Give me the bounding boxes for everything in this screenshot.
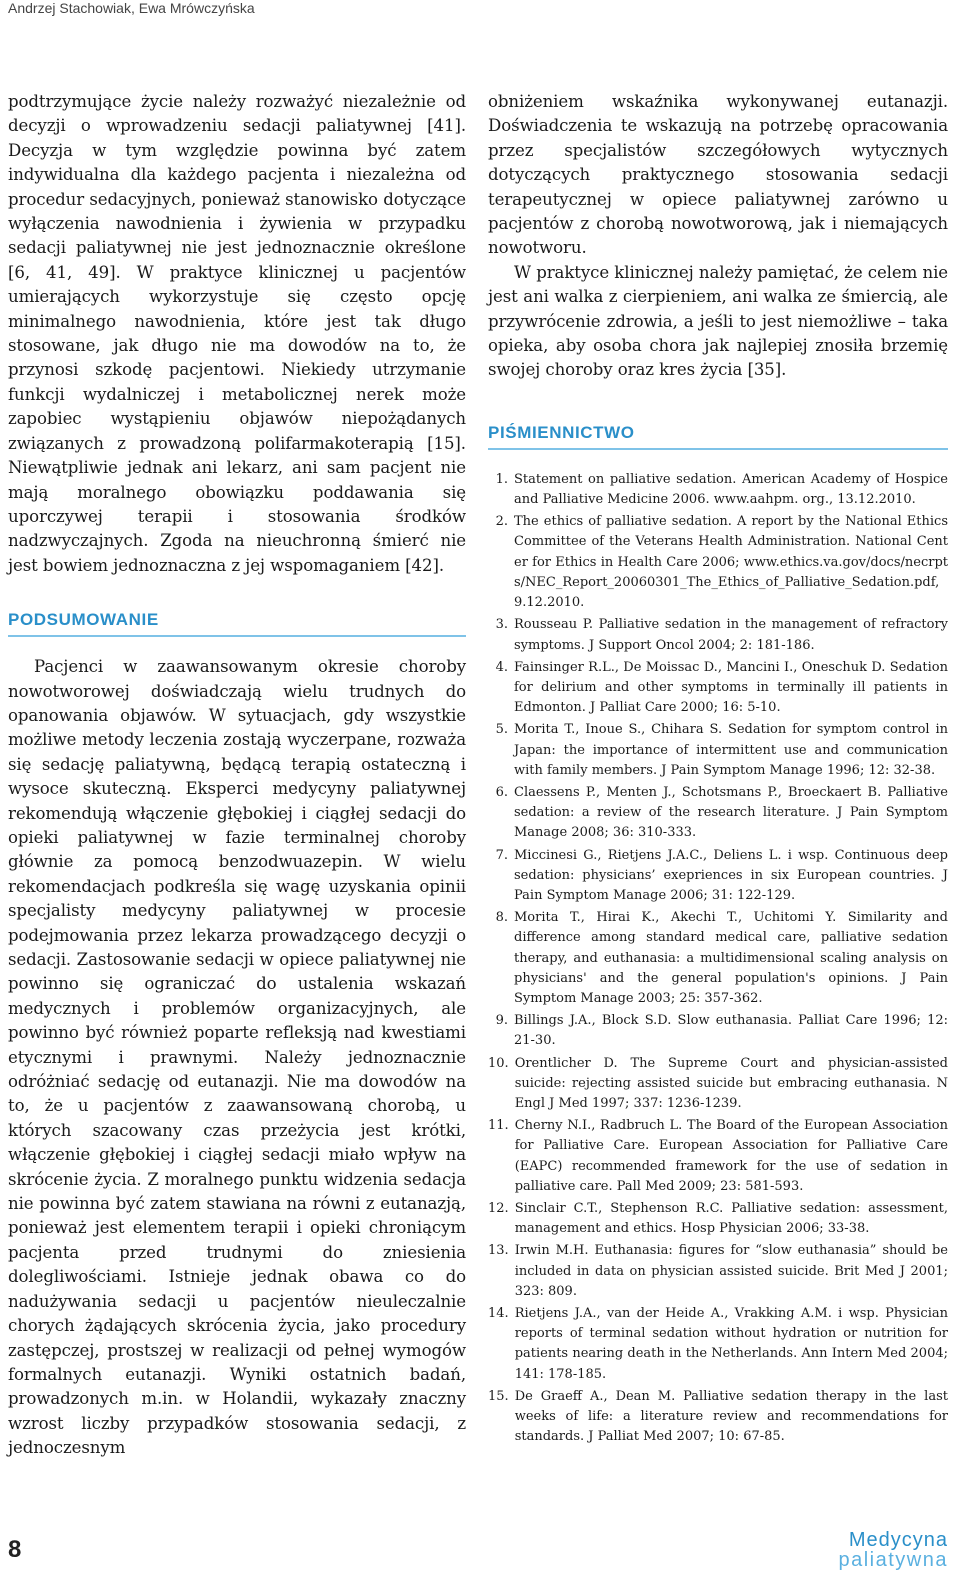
reference-text: Claessens P., Menten J., Schotsmans P., Broeckaert B. Palliative sedation: a review of the research literature. J Pain Symptom Manage 2008; 36: 310-333. <box>514 784 948 841</box>
reference-number: 7. <box>495 847 508 863</box>
journal-name-line2: paliatywna <box>838 1549 948 1571</box>
reference-text: Rousseau P. Palliative sedation in the management of refractory symptoms. J Support Oncol 2004; 2: 181-186. <box>514 617 948 653</box>
reference-item <box>488 615 948 655</box>
right-body <box>488 90 948 383</box>
body-paragraph-1: podtrzymujące życie należy rozważyć niezależnie od decyzji o wprowadzeniu sedacji paliatywnej [41]. Decyzja w tym względzie powinna być zatem indywidualna dla każdego pacjenta i niezależna od procedur sedacyjnych, ponieważ stanowisko dotyczące wyłączenia nawodnienia i żywienia w przypadku sedacji paliatywnej nie jest jednoznacznie określone [6, 41, 49]. W praktyce klinicznej u pacjentów umierających wykorzystuje się często opcję minimalnego nawodnienia, które jest tak długo stosowane, jak długo nie ma dowodów na to, że przynosi szkodę pacjentowi. Niekiedy utrzymanie funkcji wydalniczej i metabolicznej nerek może zapobiec wystąpieniu objawów niepożądanych związanych z prowadzoną polifarmakoterapią [15]. Niewątpliwie jednak ani lekarz, ani sam pacjent nie mają moralnego obowiązku poddawania się uporczywej terapii i stosowania środków nadzwyczajnych. Zgoda na nieuchronną śmierć nie jest bowiem jednoznaczna z jej wspomaganiem [42]. <box>8 92 466 575</box>
left-column <box>8 90 466 1461</box>
reference-text: Miccinesi G., Rietjens J.A.C., Deliens L. i wsp. Continuous deep sedation: physicians’ exepriences in six European countries. J Pain Symptom Manage 2006; 31: 122-129. <box>514 847 948 903</box>
reference-item <box>488 720 948 781</box>
reference-item <box>488 512 948 613</box>
reference-number: 13. <box>488 1243 509 1259</box>
reference-item <box>488 1304 948 1385</box>
journal-logo <box>838 1530 948 1570</box>
reference-item <box>488 1199 948 1239</box>
reference-number: 6. <box>495 784 508 800</box>
reference-item <box>488 658 948 719</box>
reference-number: 10. <box>488 1055 509 1071</box>
summary-heading: PODSUMOWANIE <box>8 610 466 637</box>
reference-number: 8. <box>495 910 508 926</box>
reference-number: 12. <box>488 1200 509 1216</box>
journal-name-line1: Medycyna <box>848 1529 948 1551</box>
reference-number: 5. <box>495 722 508 738</box>
references-heading: PIŚMIENNICTWO <box>488 423 948 450</box>
reference-text: Sinclair C.T., Stephenson R.C. Palliative sedation: assessment, management and ethics. Hosp Physician 2006; 33-38. <box>514 1200 948 1237</box>
right-column <box>488 90 948 1449</box>
reference-item <box>488 470 948 510</box>
reference-text: Billings J.A., Block S.D. Slow euthanasia. Palliat Care 1996; 12: 21-30. <box>514 1013 948 1049</box>
reference-item <box>488 846 948 907</box>
reference-item <box>488 908 948 1009</box>
reference-text: Statement on palliative sedation. American Academy of Hospice and Palliative Medicine 2006. www.aahpm. org., 13.12.2010. <box>514 471 948 508</box>
reference-number: 9. <box>495 1013 508 1029</box>
body-paragraph-continued: obniżeniem wskaźnika wykonywanej eutanazji. Doświadczenia te wskazują na potrzebę opracowania przez specjalistów szczegółowych wytycznych dotyczących praktycznego stosowania sedacji terapeutycznej w opiece paliatywnej zarówno u pacjentów z chorobą nowotworową, jak i niemających nowotworu. <box>488 92 948 258</box>
reference-text: Orentlicher D. The Supreme Court and physician-assisted suicide: rejecting assisted suicide but embracing euthanasia. N Engl J Med 1997; 337: 1236-1239. <box>514 1055 948 1111</box>
reference-text: Cherny N.I., Radbruch L. The Board of the European Association for Palliative Care. European Association for Palliative Care (EAPC) recommended framework for the use of sedation in palliative care. Pall Med 2009; 23: 581-593. <box>514 1118 948 1194</box>
reference-number: 1. <box>495 471 508 487</box>
reference-item <box>488 1116 948 1197</box>
body-paragraph <box>8 90 466 578</box>
reference-text: Morita T., Inoue S., Chihara S. Sedation for symptom control in Japan: the importance of intermittent use and communication with family members. J Pain Symptom Manage 1996; 12: 32-38. <box>514 722 948 778</box>
reference-text: De Graeff A., Dean M. Palliative sedation therapy in the last weeks of life: a literature review and recommendations for standards. J Palliat Med 2007; 10: 67-85. <box>514 1388 948 1445</box>
reference-number: 11. <box>488 1118 509 1134</box>
page-number: 8 <box>8 1536 22 1563</box>
reference-number: 14. <box>488 1306 509 1321</box>
reference-item <box>488 1387 948 1448</box>
reference-text: The ethics of palliative sedation. A report by the National Ethics Committee of the Veterans Health Administration. National Center for Ethics in Health Care 2006; www.ethics.va.gov/docs/necrpts/NEC_Report_20060301_The_Ethics_of_Palliative_Sedation.pdf, 9.12.2010. <box>514 514 948 611</box>
reference-number: 3. <box>495 617 508 633</box>
summary-paragraph: Pacjenci w zaawansowanym okresie choroby nowotworowej doświadczają wielu trudnych do opanowania objawów. W sytuacjach, gdy wszystkie możliwe metody leczenia zostają wyczerpane, rozważa się sedację paliatywną, będącą terapią ostateczną i wysoce skuteczną. Eksperci medycyny paliatywnej rekomendują włączenie głębokiej i ciągłej sedacji do opieki paliatywnej w fazie terminalnej choroby głównie za pomocą benzodwuazepin. W wielu rekomendacjach podkreśla się wagę uzyskania opinii specjalisty medycyny paliatywnej w procesie podejmowania przez lekarza prowadzącego decyzji o sedacji. Zastosowanie sedacji w opiece paliatywnej nie powinno się ograniczać do ustalenia wskazań medycznych i problemów organizacyjnych, ale powinno być również poparte refleksją nad kwestiami etycznymi i prawnymi. Należy jednoznacznie odróżniać sedację od eutanazji. Nie ma dowodów na to, że u pacjentów z zaawansowaną chorobą, u których szacowany czas przeżycia jest krótki, włączenie głębokiej i ciągłej sedacji miało wpływ na skrócenie życia. Z moralnego punktu widzenia sedacja nie powinna być zatem stawiana na równi z eutanazją, ponieważ jest elementem terapii i opieki chroniącym pacjenta przed trudnymi do zniesienia dolegliwościami. Istnieje jednak obawa co do nadużywania sedacji u pacjentów nieuleczalnie chorych żądających skrócenia życia, jako procedury zastępczej, prostszej w realizacji od pełnej wymogów formalnych eutanazji. Wyniki ostatnich badań, prowadzonych m.in. w Holandii, wykazały znaczny wzrost liczby przypadków stosowania sedacji, z jednoczesnym <box>8 657 466 1458</box>
reference-text: Rietjens J.A., van der Heide A., Vrakking A.M. i wsp. Physician reports of terminal sedation without hydration or nutrition for patients nearing death in the Netherlands. Ann Intern Med 2004; 141: 178-185. <box>514 1306 948 1382</box>
reference-text: Fainsinger R.L., De Moissac D., Mancini I., Oneschuk D. Sedation for delirium and other symptoms in terminally ill patients in Edmonton. J Palliat Care 2000; 16: 5-10. <box>514 659 948 716</box>
reference-item <box>488 783 948 844</box>
reference-number: 4. <box>495 659 508 675</box>
reference-item <box>488 1054 948 1115</box>
reference-text: Irwin M.H. Euthanasia: figures for “slow euthanasia” should be included in data on physician assisted suicide. Brit Med J 2001; 323: 809. <box>514 1243 948 1299</box>
reference-text: Morita T., Hirai K., Akechi T., Uchitomi Y. Similarity and difference among standard medical care, palliative sedation therapy, and euthanasia: a multidimensional scaling analysis on physicians' and the general population's opinions. J Pain Symptom Manage 2003; 25: 357-362. <box>514 910 948 1006</box>
reference-item <box>488 1241 948 1302</box>
summary-section <box>8 655 466 1460</box>
references-list <box>488 470 948 1448</box>
running-header-authors: Andrzej Stachowiak, Ewa Mrówczyńska <box>8 0 255 16</box>
reference-item <box>488 1011 948 1051</box>
reference-number: 15. <box>488 1388 509 1404</box>
reference-number: 2. <box>495 514 508 530</box>
body-paragraph-2: W praktyce klinicznej należy pamiętać, że celem nie jest ani walka z cierpieniem, ani walka ze śmiercią, ale przywrócenie zdrowia, a jeśli to jest niemożliwe – taka opieka, aby osoba chora jak najlepiej znosiła brzemię swojej choroby oraz kres życia [35]. <box>488 262 948 380</box>
